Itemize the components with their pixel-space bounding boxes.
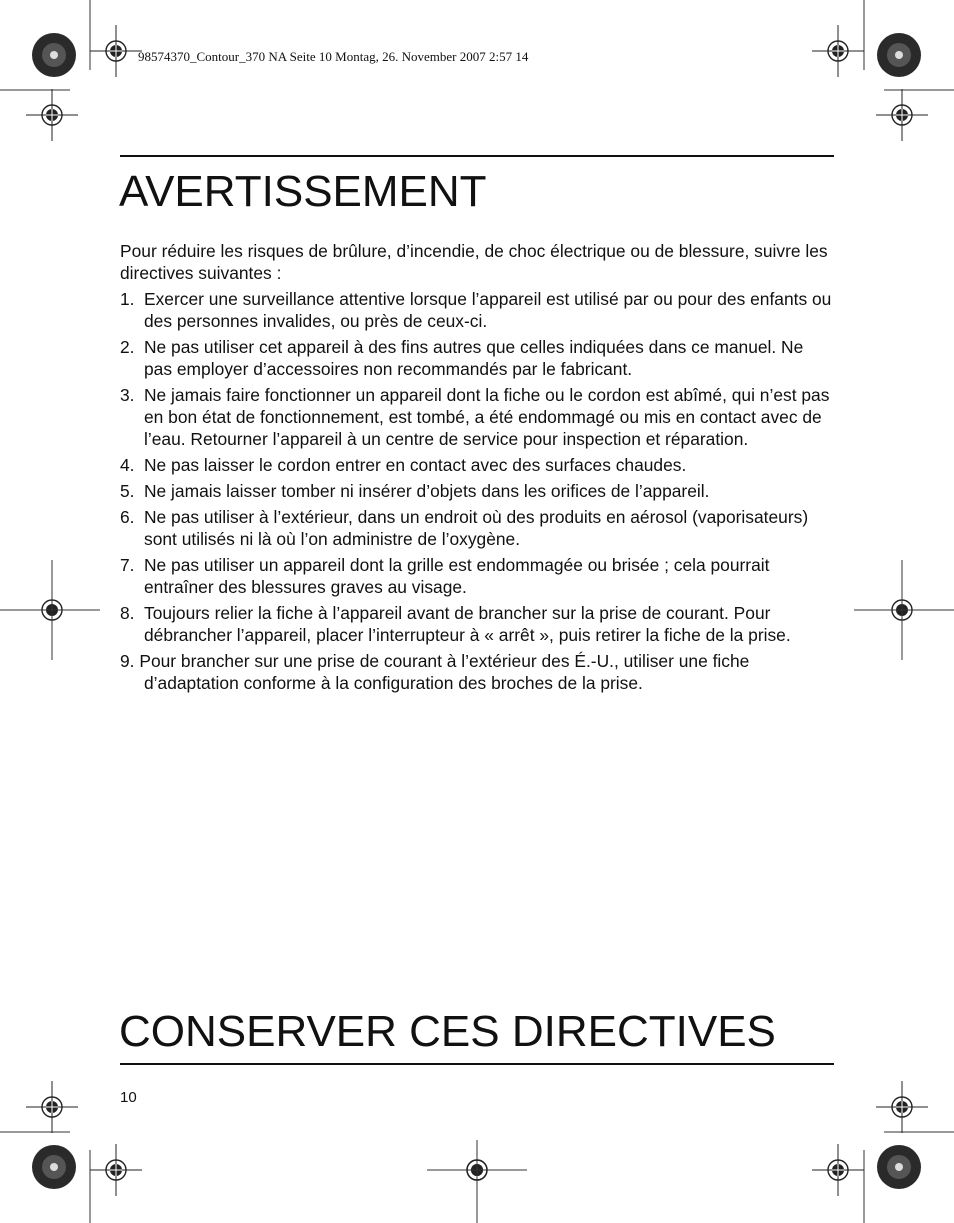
- list-item: [120, 288, 836, 332]
- page-title: AVERTISSEMENT: [119, 167, 487, 216]
- registration-mark-icon: [812, 25, 864, 77]
- item-text: Exercer une surveillance attentive lorsque l’appareil est utilisé par ou pour des enfants ou des personnes invalides, ou près de ceux-ci.: [144, 289, 832, 331]
- footer-title: CONSERVER CES DIRECTIVES: [119, 1007, 776, 1056]
- item-text: Ne jamais laisser tomber ni insérer d’objets dans les orifices de l’appareil.: [144, 481, 710, 501]
- list-item: [120, 602, 836, 646]
- item-number: 1.: [120, 289, 135, 309]
- item-number: 3.: [120, 385, 135, 405]
- list-item: [120, 650, 836, 694]
- list-item: [120, 506, 836, 550]
- item-text: Toujours relier la fiche à l’appareil avant de brancher sur la prise de courant. Pour débrancher l’appareil, placer l’interrupteur à « arrêt », puis retirer la fiche de la prise.: [144, 603, 791, 645]
- list-item: [120, 480, 836, 502]
- list-item: [120, 384, 836, 450]
- item-number: 7.: [120, 555, 135, 575]
- registration-mark-icon: [26, 1081, 78, 1133]
- list-item: [120, 336, 836, 380]
- item-text: Ne pas utiliser un appareil dont la grille est endommagée ou brisée ; cela pourrait entraîner des blessures graves au visage.: [144, 555, 770, 597]
- warning-list: [120, 288, 836, 698]
- list-item: [120, 454, 836, 476]
- list-item: [120, 554, 836, 598]
- top-rule: [120, 155, 834, 157]
- item-text: Ne pas laisser le cordon entrer en contact avec des surfaces chaudes.: [144, 455, 687, 475]
- star-target-icon: [32, 1145, 76, 1189]
- item-number: 6.: [120, 507, 135, 527]
- registration-mark-icon: [90, 25, 142, 77]
- item-text: Ne jamais faire fonctionner un appareil dont la fiche ou le cordon est abîmé, qui n’est pas en bon état de fonctionnement, est tombé, a été endommagé ou mis en contact avec de l’eau. Retourner l’appareil à un centre de service pour inspection et réparation.: [144, 385, 830, 449]
- star-target-icon: [877, 33, 921, 77]
- item-number: 2.: [120, 337, 135, 357]
- star-target-icon: [877, 1145, 921, 1189]
- registration-mark-icon: [90, 1144, 142, 1196]
- item-text-continued: d’adaptation conforme à la configuration des broches de la prise.: [144, 673, 643, 693]
- registration-mark-icon: [812, 1144, 864, 1196]
- item-number: 4.: [120, 455, 135, 475]
- item-text: Ne pas utiliser à l’extérieur, dans un endroit où des produits en aérosol (vaporisateurs) sont utilisés ni là où l’on administre de l’oxygène.: [144, 507, 809, 549]
- item-text: Ne pas utiliser cet appareil à des fins autres que celles indiquées dans ce manuel. Ne pas employer d’accessoires non recommandés par le fabricant.: [144, 337, 804, 379]
- bottom-rule: [120, 1063, 834, 1065]
- print-header: 98574370_Contour_370 NA Seite 10 Montag, 26. November 2007 2:57 14: [138, 49, 529, 64]
- intro-paragraph: Pour réduire les risques de brûlure, d’incendie, de choc électrique ou de blessure, suivre les directives suivantes :: [120, 241, 828, 283]
- registration-mark-icon: [26, 89, 78, 141]
- item-number: 9.: [120, 651, 135, 671]
- item-number: 5.: [120, 481, 135, 501]
- registration-mark-icon: [876, 89, 928, 141]
- item-text: Pour brancher sur une prise de courant à l’extérieur des É.-U., utiliser une fiche: [139, 651, 750, 671]
- page-number: 10: [120, 1089, 137, 1106]
- registration-mark-icon: [876, 1081, 928, 1133]
- star-target-icon: [32, 33, 76, 77]
- item-number: 8.: [120, 603, 135, 623]
